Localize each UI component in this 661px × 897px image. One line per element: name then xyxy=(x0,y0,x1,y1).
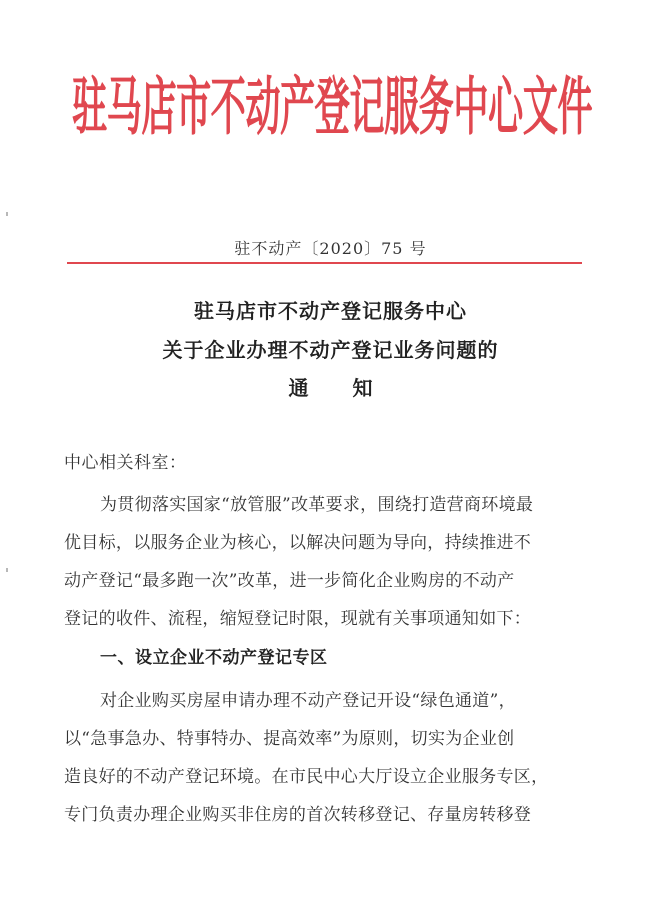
section-1-heading: 一、设立企业不动产登记专区 xyxy=(100,648,328,668)
red-divider-line xyxy=(67,262,582,264)
paragraph-1-line: 为贯彻落实国家“放管服”改革要求，围绕打造营商环境最 xyxy=(100,495,534,515)
document-number: 驻不动产〔2020〕75 号 xyxy=(234,239,427,258)
notice-title-line-1: 驻马店市不动产登记服务中心 xyxy=(194,299,467,323)
paragraph-2-line: 专门负责办理企业购买非住房的首次转移登记、存量房转移登 xyxy=(64,805,532,825)
org-header-title: 驻马店市不动产登记服务中心文件 xyxy=(72,70,593,144)
scan-mark xyxy=(6,212,8,216)
scan-mark xyxy=(6,568,8,572)
paragraph-1-line: 动产登记“最多跑一次”改革，进一步简化企业购房的不动产 xyxy=(64,571,515,591)
paragraph-1-line: 优目标，以服务企业为核心，以解决问题为导向，持续推进不 xyxy=(64,533,532,553)
notice-title-line-2: 关于企业办理不动产登记业务问题的 xyxy=(162,338,499,362)
paragraph-2-line: 以“急事急办、特事特办、提高效率”为原则，切实为企业创 xyxy=(64,729,515,749)
paragraph-2-line: 对企业购买房屋申请办理不动产登记开设“绿色通道”， xyxy=(100,691,516,711)
salutation: 中心相关科室： xyxy=(64,453,187,473)
notice-title-line-3: 通知 xyxy=(288,376,417,400)
paragraph-2-line: 造良好的不动产登记环境。在市民中心大厅设立企业服务专区， xyxy=(64,767,549,787)
paragraph-1-line: 登记的收件、流程，缩短登记时限，现就有关事项通知如下： xyxy=(64,609,532,629)
